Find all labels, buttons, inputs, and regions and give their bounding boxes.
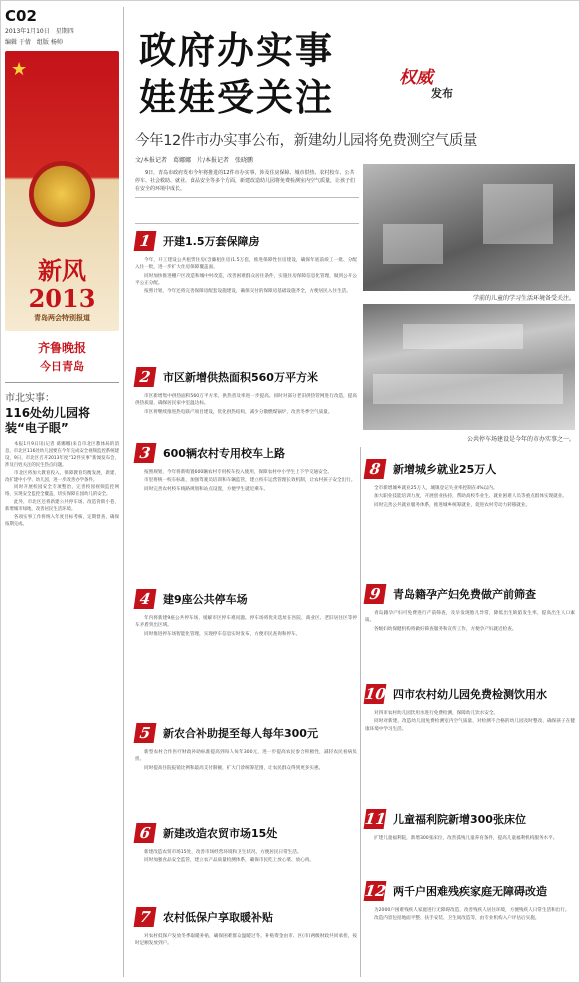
paragraph: 同时完善农村校车线路规划和站点设置，方便学生就近乘车。	[144, 486, 269, 492]
article-number: 10	[363, 685, 388, 703]
paragraph: 扩建儿童福利院，新增300张床位，改善孤残儿童养育条件，提高儿童福利机构服务水平。	[374, 836, 558, 841]
article-body	[135, 615, 357, 638]
article-body	[135, 257, 357, 295]
article-body	[365, 907, 575, 923]
logo-subtitle: 今日青岛	[40, 360, 84, 373]
column-divider	[123, 7, 124, 977]
article-title: 青岛籍孕产妇免费做产前筛查	[393, 588, 536, 601]
article-body	[365, 610, 575, 633]
paragraph: 同时推进停车场智能化管理，实现停车信息实时发布，方便市民查询和停车。	[144, 631, 301, 637]
paragraph: 市区新增集中供热面积560万平方米，供热普及率进一步提高。同时对部分老旧供热管网进行改造，提高供热质量，确保居民家中室温达标。	[135, 394, 357, 407]
article-title: 两千户困难残疾家庭无障碍改造	[393, 885, 547, 898]
article-12	[365, 881, 575, 924]
article-number: 8	[364, 459, 387, 479]
article-3	[135, 443, 357, 494]
article-title: 开建1.5万套保障房	[163, 235, 260, 248]
paragraph: 按照规划，今年将新购置600辆农村专用校车投入使用，保障农村中小学生上下学交通安全。	[144, 470, 332, 475]
article-title: 新农合补助提至每人每年300元	[163, 727, 318, 740]
national-emblem-icon	[29, 161, 95, 227]
side-article-body	[5, 442, 119, 529]
article-number: 7	[134, 907, 157, 927]
subheadline: 今年12件市办实事公布，新建幼儿园将免费测空气质量	[135, 133, 477, 149]
paragraph: 市北区将加大教育投入，保障教育均衡发展，新建、改扩建中小学、幼儿园，进一步改善办学条件。	[5, 470, 119, 483]
badge-text-2: 发布	[431, 87, 453, 100]
divider	[135, 223, 359, 224]
article-number: 6	[134, 823, 157, 843]
paragraph: 各级妇幼保健机构将做好筛查服务和宣传工作，方便孕产妇就近检查。	[374, 626, 517, 632]
paragraph: 同时加强食品安全监管，建立农产品质量检测体系，确保市民吃上放心菜、放心肉。	[144, 858, 314, 864]
paragraph: 对农村低保户发放冬季取暖补贴，确保困难群众温暖过冬。补贴资金由市、区(市)两级财政共同承担，按时足额发放到户。	[135, 934, 357, 947]
paragraph: 市里将统一校车标准，加强驾驶员培训和车辆监管，建立校车运营管理长效机制，让农村孩子安全出行。	[144, 478, 356, 484]
side-kicker: 市北实事：	[5, 393, 55, 404]
paragraph: 今年，开工建设公共租赁住房(含廉租住房)1.5万套，推进保障性住房建设，确保年底前竣工一批、分配入住一批，进一步扩大住房保障覆盖面。	[135, 258, 357, 271]
paragraph: 同时提高住院报销比例和最高支付限额，扩大门诊统筹范围，让农民群众得到更多实惠。	[144, 765, 324, 771]
column-divider	[360, 447, 361, 977]
article-title: 儿童福利院新增300张床位	[393, 813, 526, 826]
article-9	[365, 584, 575, 634]
article-number: 12	[363, 882, 388, 900]
left-column	[5, 7, 119, 979]
article-body	[135, 749, 357, 772]
article-number: 5	[134, 723, 157, 743]
article-11	[365, 809, 575, 843]
article-body	[365, 710, 575, 733]
article-10	[365, 684, 575, 734]
paragraph: 新建改造农贸市场15处，改善市场经营环境和卫生状况，方便居民日常生活。	[144, 850, 302, 855]
paragraph: 改造内容包括地面平整、扶手安装、卫生间改造等，由专业机构入户评估后实施。	[374, 916, 540, 922]
parking-lot-photo	[363, 304, 575, 430]
newspaper-logo	[5, 339, 119, 374]
article-number: 9	[364, 584, 387, 604]
divider	[5, 382, 119, 383]
article-body	[135, 849, 357, 865]
section-banner	[5, 51, 119, 331]
paragraph: 加大职业技能培训力度，开展创业扶持，帮助高校毕业生、就业困难人员等重点群体实现就业。	[374, 494, 567, 500]
photo-caption-1: 学前的儿童的学习生活环境备受关注。	[472, 295, 575, 302]
article-body	[135, 393, 357, 416]
paragraph: 全市新增城乡就业25万人，城镇登记失业率控制在4%以内。	[374, 486, 498, 491]
article-number: 3	[134, 443, 157, 463]
headline-line-2: 娃娃受关注	[139, 75, 334, 119]
paragraph: 对四市农村幼儿园饮用水进行免费检测，保障幼儿饮水安全。	[374, 711, 499, 716]
banner-subtitle: 青岛两会特别报道	[34, 314, 90, 322]
side-headline: 116处幼儿园将装“电子眼”	[5, 406, 91, 435]
article-title: 市区新增供热面积560万平方米	[163, 371, 318, 384]
page-number: C02	[5, 7, 37, 25]
article-body	[365, 485, 575, 509]
article-1	[135, 231, 357, 296]
logo-name: 齐鲁晚报	[37, 341, 86, 355]
article-7	[135, 907, 357, 949]
paragraph: 新型农村合作医疗财政补助标准提高到每人每年300元，进一步提高农民参合积极性，减轻农民看病负担。	[135, 750, 357, 763]
paragraph: 同时开展校园安全专项整治，完善校园视频监控网络，实现安全监控全覆盖，切实保障在园幼儿的安全。	[5, 485, 119, 498]
article-body	[135, 933, 357, 948]
paragraph: 为2000户困难残疾人家庭进行无障碍改造，改善残疾人居住环境，方便残疾人日常生活和出行。	[374, 908, 570, 913]
dateline: 2013年1月10日 星期四	[5, 28, 74, 35]
article-number: 4	[134, 589, 157, 609]
article-6	[135, 823, 357, 866]
authority-badge	[399, 63, 467, 109]
paragraph: 此外，市北区还将新建公共停车场、改造背街小巷、新增城市绿地，改善居民生活环境。	[5, 500, 119, 513]
badge-text-1: 权威	[399, 68, 433, 88]
paragraph: 青岛籍孕产妇可免费进行产前筛查，及早发现胎儿异常，降低出生缺陷发生率，提高出生人口素质。	[365, 611, 575, 624]
article-title: 建9座公共停车场	[163, 593, 248, 606]
headline-line-1: 政府办实事	[139, 28, 334, 72]
article-5	[135, 723, 357, 773]
article-number: 11	[363, 810, 388, 828]
paragraph: 同时完善公共就业服务体系，推进城乡统筹就业，促进农村劳动力转移就业。	[374, 502, 531, 508]
lead-paragraph: 9日，青岛市政府发布今年将推进的12件市办实事，涉及住房保障、城市供热、农村校车、公共停车、社会救助、就业、食品安全等多个方面，新建改造幼儿园将免费检测室内空气质量，让孩子们在安全的环境中成长。	[135, 169, 359, 198]
article-4	[135, 589, 357, 639]
article-title: 600辆农村专用校车上路	[163, 447, 285, 460]
paragraph: 年内将新建9座公共停车场，缓解市区停车难问题。停车场将优先选址在医院、商业区、老旧居住区等停车矛盾突出区域。	[135, 616, 357, 629]
banner-title: 新风2013	[28, 256, 96, 313]
article-title: 新增城乡就业25万人	[393, 463, 497, 476]
editors-line: 编辑 于倩 组版 杨帅	[5, 39, 63, 46]
article-number: 2	[134, 367, 157, 387]
article-8	[365, 459, 575, 510]
paragraph: 本报1月9日讯(记者 葛娜娜)来自市北区教体局的消息，市北区116处幼儿园要在今年完成安全视频监控系统建设，9日，市北区召开2013年度“12件实事”新闻发布会，涉及百姓关注的民生热点问题。	[5, 442, 119, 468]
kindergarten-photo	[363, 164, 575, 291]
article-body	[365, 835, 575, 842]
article-number: 1	[134, 231, 157, 251]
flag-stars-icon: ★	[11, 59, 28, 80]
article-2	[135, 367, 357, 417]
paragraph: 各项实事工作将纳入年度目标考核，定期督查，确保按期完成。	[5, 515, 119, 527]
byline: 文/本报记者 葛娜娜 片/本报记者 张晓鹏	[135, 157, 254, 164]
article-body	[135, 469, 357, 493]
photo-caption-2: 公共停车场建设是今年的市办实事之一。	[466, 436, 575, 443]
paragraph: 同时对新建、改造幼儿园免费检测室内空气质量，对检测不合格的幼儿园及时整改，确保孩子在健康环境中学习生活。	[365, 719, 575, 732]
article-title: 农村低保户享取暖补贴	[163, 911, 273, 924]
paragraph: 按照计划，今年还将完善保障房配套设施建设，确保交付的保障房基础设施齐全，方便居民入住生活。	[144, 289, 351, 295]
paragraph: 市区将继续推进热电联产项目建设，优化供热结构，减少分散燃煤锅炉，改善冬季空气质量。	[144, 409, 333, 415]
article-title: 四市农村幼儿园免费检测饮用水	[393, 688, 547, 701]
paragraph: 同时加快推进棚户区改造和城中村改造，改善困难群众居住条件，实施住房保障信息化管理，做到公开公平公正分配。	[135, 273, 357, 286]
article-title: 新建改造农贸市场15处	[163, 827, 278, 840]
main-headline	[139, 27, 334, 121]
